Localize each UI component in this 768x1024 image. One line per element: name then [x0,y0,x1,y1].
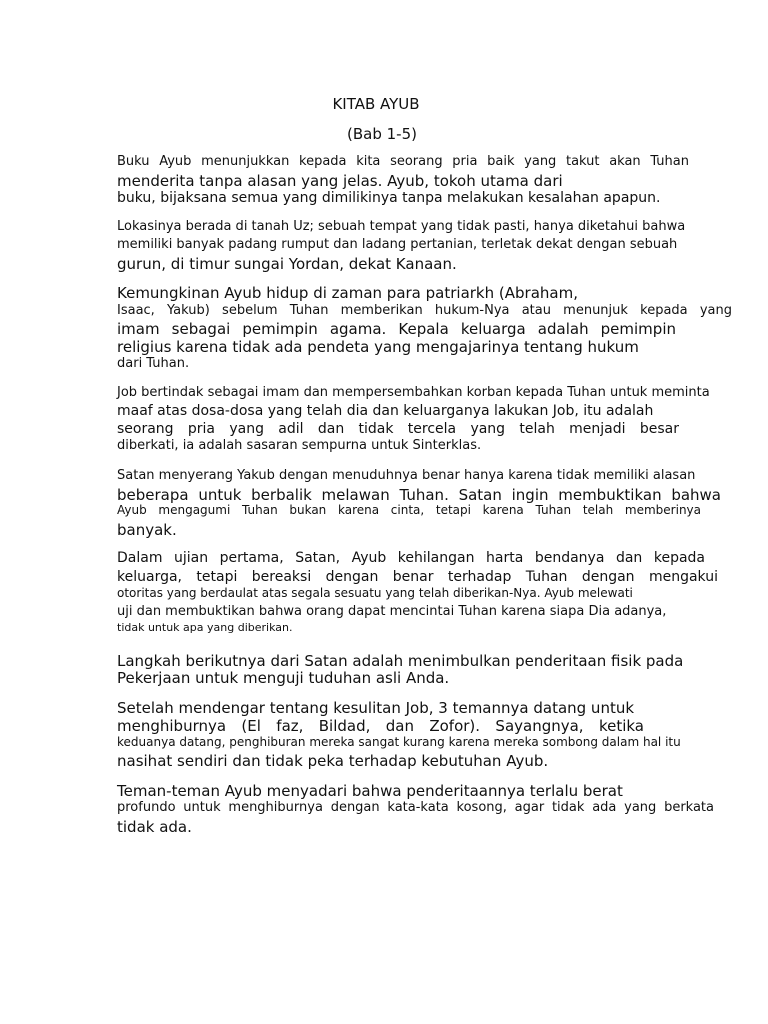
paragraph-line: tidak ada. [117,818,192,836]
paragraph-line: Kemungkinan Ayub hidup di zaman para patriarkh (Abraham, [117,284,578,302]
paragraph-line: Isaac, Yakub) sebelum Tuhan memberikan hukum-Nya atau menunjuk kepada yang [117,303,732,318]
paragraph-line: banyak. [117,521,177,539]
paragraph-line: dari Tuhan. [117,356,190,371]
paragraph-line: gurun, di timur sungai Yordan, dekat Kanaan. [117,255,457,273]
paragraph-line: menghiburnya (El faz, Bildad, dan Zofor). Sayangnya, ketika [117,717,644,735]
paragraph-line: Langkah berikutnya dari Satan adalah menimbulkan penderitaan fisik pada [117,652,684,670]
paragraph-line: seorang pria yang adil dan tidak tercela yang telah menjadi besar [117,421,679,437]
paragraph-line: imam sebagai pemimpin agama. Kepala keluarga adalah pemimpin [117,320,676,338]
paragraph-line: buku, bijaksana semua yang dimilikinya tanpa melakukan kesalahan apapun. [117,190,661,206]
paragraph-line: Pekerjaan untuk menguji tuduhan asli Anda. [117,669,450,687]
paragraph-line: nasihat sendiri dan tidak peka terhadap kebutuhan Ayub. [117,752,549,770]
paragraph-line: Satan menyerang Yakub dengan menuduhnya benar hanya karena tidak memiliki alasan [117,468,696,483]
paragraph-line: religius karena tidak ada pendeta yang mengajarinya tentang hukum [117,338,639,356]
paragraph-line: Dalam ujian pertama, Satan, Ayub kehilangan harta bendanya dan kepada [117,550,705,566]
paragraph-line: otoritas yang berdaulat atas segala sesuatu yang telah diberikan-Nya. Ayub melewati [117,586,633,600]
paragraph-line: Job bertindak sebagai imam dan mempersembahkan korban kepada Tuhan untuk meminta [117,385,710,400]
paragraph-line: diberkati, ia adalah sasaran sempurna untuk Sinterklas. [117,438,482,453]
paragraph-line: Lokasinya berada di tanah Uz; sebuah tempat yang tidak pasti, hanya diketahui bahwa [117,219,686,234]
paragraph-line: Buku Ayub menunjukkan kepada kita seorang pria baik yang takut akan Tuhan [117,154,689,169]
paragraph-line: tidak untuk apa yang diberikan. [117,621,293,634]
paragraph-line: Teman-teman Ayub menyadari bahwa penderitaannya terlalu berat [117,782,623,800]
document-title: KITAB AYUB [332,95,420,113]
paragraph-line: memiliki banyak padang rumput dan ladang pertanian, terletak dekat dengan sebuah [117,237,678,252]
paragraph-line: keduanya datang, penghiburan mereka sangat kurang karena mereka sombong dalam hal itu [117,735,681,749]
paragraph-line: uji dan membuktikan bahwa orang dapat mencintai Tuhan karena siapa Dia adanya, [117,604,667,619]
paragraph-line: profundo untuk menghiburnya dengan kata-kata kosong, agar tidak ada yang berkata [117,800,714,815]
paragraph-line: Ayub mengagumi Tuhan bukan karena cinta, tetapi karena Tuhan telah memberinya [117,503,701,517]
paragraph-line: maaf atas dosa-dosa yang telah dia dan keluarganya lakukan Job, itu adalah [117,403,654,419]
paragraph-line: Setelah mendengar tentang kesulitan Job, 3 temannya datang untuk [117,699,635,717]
document-subtitle: (Bab 1-5) [347,125,417,143]
paragraph-line: beberapa untuk berbalik melawan Tuhan. Satan ingin membuktikan bahwa [117,486,721,504]
paragraph-line: keluarga, tetapi bereaksi dengan benar terhadap Tuhan dengan mengakui [117,569,718,585]
paragraph-line: menderita tanpa alasan yang jelas. Ayub, tokoh utama dari [117,172,563,190]
